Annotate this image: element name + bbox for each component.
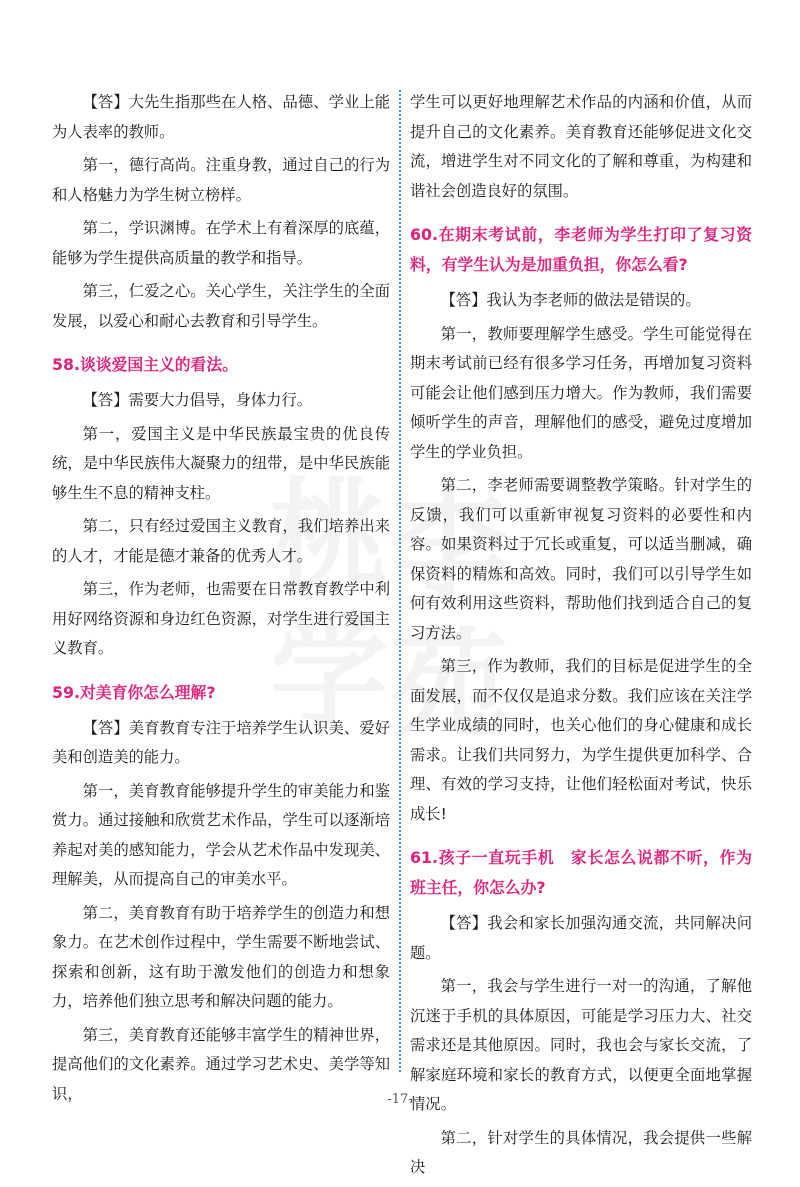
paragraph: 第一，教师要理解学生感受。学生可能觉得在期末考试前已经有很多学习任务，再增加复习资料可能会让他们感到压力增大。作为教师，我们需要倾听学生的声音，理解他们的感受，避免过度增加学生的学业负担。 (410, 324, 752, 461)
paragraph: 第二，学识渊博。在学术上有着深厚的底蕴，能够为学生提供高质量的教学和指导。 (52, 219, 390, 267)
paragraph-continued: 学生可以更好地理解艺术作品的内涵和价值，从而提升自己的文化素养。美育教育还能够促进文化交流，增进学生对不同文化的了解和尊重，为构建和谐社会创造良好的氛围。 (410, 93, 752, 200)
question-heading: 58.谈谈爱国主义的看法。 (52, 355, 238, 374)
left-column (52, 88, 390, 1113)
question-heading: 61.孩子一直玩手机 家长怎么说都不听，作为班主任，你怎么办? (410, 848, 752, 897)
paragraph: 第二，针对学生的具体情况，我会提供一些解决 (410, 1128, 752, 1176)
paragraph: 第二，只有经过爱国主义教育，我们培养出来的人才，才能是德才兼备的优秀人才。 (52, 517, 390, 565)
paragraph: 第一，爱国主义是中华民族最宝贵的优良传统，是中华民族伟大凝聚力的纽带，是中华民族能够生生不息的精神支柱。 (52, 424, 390, 502)
paragraph: 第三，美育教育还能够丰富学生的精神世界，提高他们的文化素养。通过学习艺术史、美学等知识， (52, 1025, 390, 1103)
paragraph: 【答】我会和家长加强沟通交流，共同解决问题。 (410, 914, 752, 962)
page-number: -17- (387, 1092, 413, 1107)
paragraph: 第一，我会与学生进行一对一的沟通，了解他沉迷于手机的具体原因，可能是学习压力大、社交需求还是其他原因。同时，我也会与家长交流，了解家庭环境和家长的教育方式，以便更全面地掌握情况。 (410, 977, 752, 1113)
paragraph: 第三，作为老师，也需要在日常教育教学中利用好网络资源和身边红色资源，对学生进行爱国主义教育。 (52, 580, 390, 657)
question-heading: 59.对美育你怎么理解? (52, 682, 216, 702)
question-heading: 60.在期末考试前，李老师为学生打印了复习资料，有学生认为是加重负担，你怎么看? (410, 225, 752, 274)
paragraph: 第二，李老师需要调整教学策略。针对学生的反馈，我们可以重新审视复习资料的必要性和内容。如果资料过于冗长或重复，可以适当删减，确保资料的精炼和高效。同时，我们可以引导学生如何有效利用这些资料，帮助他们找到适合自己的复习方法。 (410, 476, 752, 642)
paragraph: 第三，仁爱之心。关心学生，关注学生的全面发展，以爱心和耐心去教育和引导学生。 (52, 282, 390, 330)
right-column (410, 88, 752, 1187)
paragraph: 第三，作为教师，我们的目标是促进学生的全面发展，而不仅仅是追求分数。我们应该在关注学生学业成绩的同时，也关心他们的身心健康和成长需求。让我们共同努力，为学生提供更加科学、合理、有效的学习支持，让他们轻松面对考试，快乐成长! (410, 657, 752, 823)
paragraph: 【答】大先生指那些在人格、品德、学业上能为人表率的教师。 (52, 93, 390, 141)
paragraph: 第一，德行高尚。注重身教，通过自己的行为和人格魅力为学生树立榜样。 (52, 156, 390, 204)
paragraph: 【答】需要大力倡导，身体力行。 (82, 391, 313, 409)
paragraph: 【答】我认为李老师的做法是错误的。 (440, 291, 701, 309)
column-divider (399, 90, 401, 1072)
paragraph: 【答】美育教育专注于培养学生认识美、爱好美和创造美的能力。 (52, 718, 390, 766)
paragraph: 第一，美育教育能够提升学生的审美能力和鉴赏力。通过接触和欣赏艺术作品，学生可以逐渐培养起对美的感知能力，学会从艺术作品中发现美、理解美，从而提高自己的审美水平。 (52, 781, 390, 888)
paragraph: 第二，美育教育有助于培养学生的创造力和想象力。在艺术创作过程中，学生需要不断地尝试、探索和创新，这有助于激发他们的创造力和想象力，培养他们独立思考和解决问题的能力。 (52, 903, 390, 1010)
